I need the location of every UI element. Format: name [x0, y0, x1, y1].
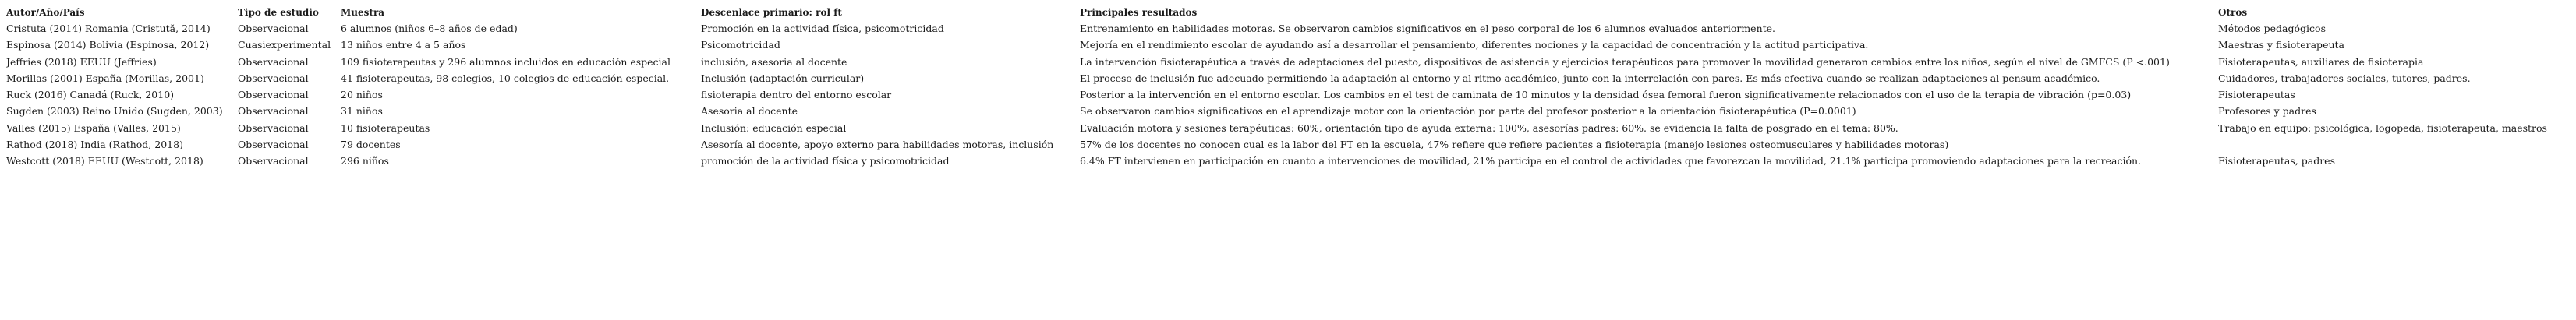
primary-outcome-cell: Psicomotricidad	[701, 39, 780, 51]
main-results-cell: Se observaron cambios significativos en el aprendizaje motor con la orientación por parte del profesor posterior a la orientación fisioterapéutica (P=0.0001)	[1080, 105, 1856, 118]
table-row	[6, 23, 2570, 39]
main-results-cell: El proceso de inclusión fue adecuado permitiendo la adaptación al entorno y al ritmo académico, junto con la interrelación con pares. Es más efectiva cuando se realizan adaptaciones al pensum académico.	[1080, 72, 2100, 84]
others-cell: Fisioterapeutas, auxiliares de fisioterapia	[2218, 55, 2424, 68]
table-row	[6, 105, 2570, 121]
author-cell: Cristuta (2014) Romania (Cristută, 2014)	[6, 23, 211, 34]
primary-outcome-cell: Asesoria al docente	[701, 105, 798, 118]
table-row	[6, 72, 2570, 89]
primary-outcome-cell: Promoción en la actividad física, psicomotricidad	[701, 23, 944, 34]
header-main-results: Principales resultados	[1080, 7, 1198, 18]
sample-cell: 109 fisioterapeutas y 296 alumnos incluidos en educación especial	[341, 55, 671, 68]
sample-cell: 6 alumnos (niños 6–8 años de edad)	[341, 23, 518, 34]
header-others: Otros	[2218, 7, 2248, 18]
primary-outcome-cell: inclusión, asesoria al docente	[701, 55, 847, 68]
studies-table	[6, 6, 2570, 172]
table-row	[6, 139, 2570, 155]
sample-cell: 79 docentes	[341, 139, 401, 151]
study-type-cell: Observacional	[238, 23, 309, 34]
others-cell: Profesores y padres	[2218, 105, 2316, 118]
author-cell: Jeffries (2018) EEUU (Jeffries)	[6, 55, 157, 68]
author-cell: Espinosa (2014) Bolivia (Espinosa, 2012)	[6, 39, 210, 51]
study-type-cell: Observacional	[238, 89, 309, 101]
sample-cell: 31 niños	[341, 105, 383, 118]
author-cell: Westcott (2018) EEUU (Westcott, 2018)	[6, 155, 203, 167]
others-cell: Maestras y fisioterapeuta	[2218, 39, 2344, 51]
sample-cell: 20 niños	[341, 89, 383, 101]
author-cell: Valles (2015) España (Valles, 2015)	[6, 121, 181, 134]
study-type-cell: Observacional	[238, 121, 309, 134]
table-row	[6, 39, 2570, 55]
study-type-cell: Observacional	[238, 72, 309, 84]
table-row	[6, 155, 2570, 171]
main-results-cell: 6.4% FT intervienen en participación en cuanto a intervenciones de movilidad, 21% participa en el control de actividades que favorezcan la movilidad, 21.1% participa promoviendo adaptaciones para la recreación.	[1080, 155, 2142, 167]
header-author: Autor/Año/País	[6, 7, 85, 18]
study-type-cell: Observacional	[238, 139, 309, 151]
others-cell: Trabajo en equipo: psicológica, logopeda, fisioterapeuta, maestros	[2218, 121, 2547, 134]
header-sample: Muestra	[341, 7, 385, 18]
author-cell: Rathod (2018) India (Rathod, 2018)	[6, 139, 183, 151]
sample-cell: 13 niños entre 4 a 5 años	[341, 39, 466, 51]
others-cell: Métodos pedagógicos	[2218, 23, 2326, 34]
author-cell: Ruck (2016) Canadá (Ruck, 2010)	[6, 89, 175, 101]
main-results-cell: 57% de los docentes no conocen cual es la labor del FT en la escuela, 47% refiere que refiere pacientes a fisioterapia (manejo lesiones osteomusculares y habilidades motoras)	[1080, 139, 1949, 151]
primary-outcome-cell: Inclusión (adaptación curricular)	[701, 72, 865, 84]
primary-outcome-cell: fisioterapia dentro del entorno escolar	[701, 89, 892, 101]
main-results-cell: Entrenamiento en habilidades motoras. Se observaron cambios significativos en el peso corporal de los 6 alumnos evaluados anteriormente.	[1080, 23, 1776, 34]
table-body	[6, 23, 2570, 172]
author-cell: Morillas (2001) España (Morillas, 2001)	[6, 72, 204, 84]
others-cell: Fisioterapeutas, padres	[2218, 155, 2335, 167]
table-row	[6, 89, 2570, 105]
study-type-cell: Cuasiexperimental	[238, 39, 331, 51]
main-results-cell: La intervención fisioterapéutica a través de adaptaciones del puesto, dispositivos de asistencia y ejercicios terapéuticos para promover la movilidad generaron cambios entre los niños, según el nivel de GMFCS (P <.001)	[1080, 55, 2170, 68]
table-row	[6, 56, 2570, 72]
table-header	[6, 6, 2570, 23]
sample-cell: 10 fisioterapeutas	[341, 121, 430, 134]
sample-cell: 41 fisioterapeutas, 98 colegios, 10 colegios de educación especial.	[341, 72, 670, 84]
main-results-cell: Mejoría en el rendimiento escolar de ayudando así a desarrollar el pensamiento, diferentes nociones y la capacidad de concentración y la actitud participativa.	[1080, 39, 1869, 51]
others-cell: Fisioterapeutas	[2218, 89, 2295, 101]
study-type-cell: Observacional	[238, 155, 309, 167]
author-cell: Sugden (2003) Reino Unido (Sugden, 2003)	[6, 105, 223, 118]
main-results-cell: Posterior a la intervención en el entorno escolar. Los cambios en el test de caminata de 10 minutos y la densidad ósea femoral fueron significativamente relacionados con el uso de la terapia de vibración (p=0.03)	[1080, 89, 2132, 101]
primary-outcome-cell: Asesoría al docente, apoyo externo para habilidades motoras, inclusión	[701, 139, 1054, 151]
table-row	[6, 122, 2570, 139]
others-cell: Cuidadores, trabajadores sociales, tutores, padres.	[2218, 72, 2471, 84]
primary-outcome-cell: Inclusión: educación especial	[701, 121, 847, 134]
sample-cell: 296 niños	[341, 155, 389, 167]
header-primary-outcome: Descenlace primario: rol ft	[701, 7, 842, 18]
header-row	[6, 6, 2570, 23]
main-results-cell: Evaluación motora y sesiones terapéuticas: 60%, orientación tipo de ayuda externa: 100%, asesorías padres: 60%. se evidencia la falta de posgrado en el tema: 80%.	[1080, 121, 1898, 134]
study-type-cell: Observacional	[238, 105, 309, 118]
study-type-cell: Observacional	[238, 55, 309, 68]
header-study-type: Tipo de estudio	[238, 7, 319, 18]
primary-outcome-cell: promoción de la actividad física y psicomotricidad	[701, 155, 950, 167]
others-cell	[2218, 139, 2570, 155]
